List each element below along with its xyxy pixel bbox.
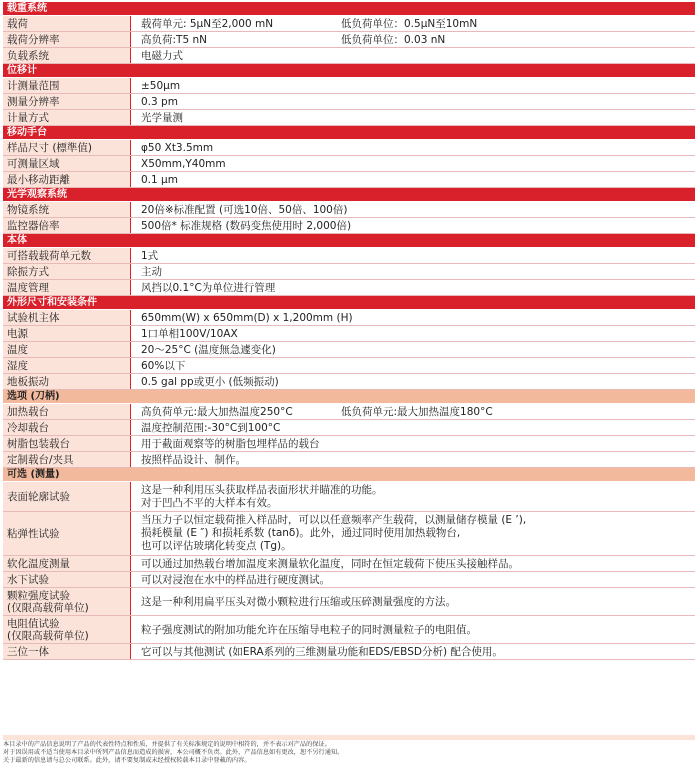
row-label: 表面轮廓试验: [3, 482, 131, 511]
footer-bar: [3, 735, 695, 740]
row-label: 载荷分辨率: [3, 32, 131, 47]
row-value: 60%以下: [141, 360, 186, 372]
row-label: 地板振动: [3, 374, 131, 389]
spec-row: [3, 172, 695, 188]
row-label-line: (仅限高载荷单位): [7, 629, 89, 642]
spec-row: [3, 616, 695, 644]
row-label-line: 颗粒强度试验: [7, 589, 70, 602]
row-value: 主动: [141, 266, 162, 278]
spec-row: [3, 218, 695, 234]
row-label: 样品尺寸 (標準值): [3, 140, 131, 155]
row-value: [131, 512, 695, 555]
spec-row: [3, 374, 695, 390]
row-label: [3, 588, 131, 615]
row-value: 0.1 μm: [141, 173, 178, 186]
spec-row: [3, 48, 695, 64]
row-value: [131, 404, 695, 419]
value-low: 低负荷单位：0.5μN至10mN: [341, 18, 478, 30]
footer-line: 对于因误用或不适当使用本目录中所列产品信息而造成的损害，本公司概不负责。此外，产品信息如有更改，恕不另行通知。: [3, 749, 344, 756]
row-value: [131, 32, 695, 47]
section-header: 可选 (测量): [3, 468, 695, 482]
value-low: 低负荷单元:最大加热温度180°C: [341, 406, 493, 418]
row-value: 用于截面观察等的树脂包埋样品的载台: [141, 438, 320, 450]
section-header: 移动手台: [3, 126, 695, 140]
section-header: 位移计: [3, 64, 695, 78]
row-label: 负载系统: [3, 48, 131, 63]
value-high: 高负荷单元:最大加热温度250°C: [141, 406, 293, 418]
footer-line: 关于最新的信息请与总公司联系。此外，请不要复制或未经授权转载本目录中登載的内容。: [3, 757, 251, 764]
row-label: 计测量范围: [3, 78, 131, 93]
row-label-line: 电阻值试验: [7, 617, 60, 630]
row-value: 这是一种利用扁平压头对微小颗粒进行压缩或压碎测量强度的方法。: [141, 596, 456, 608]
row-value: 粒子强度测试的附加功能允许在压缩导电粒子的同时测量粒子的电阻值。: [141, 624, 477, 636]
row-value: 20～25°C (温度無急遽变化): [141, 344, 276, 356]
row-value: ±50μm: [141, 79, 181, 92]
footer-disclaimer: [3, 735, 695, 765]
value-line: 损耗模量 (E ″) 和损耗系数 (tanδ)。此外，通过同时使用加热载物台,: [141, 527, 461, 539]
row-label: 温度管理: [3, 280, 131, 295]
row-value: [131, 482, 695, 511]
spec-row: [3, 264, 695, 280]
row-value: 1式: [141, 250, 159, 262]
row-value: 光学量测: [141, 112, 183, 124]
row-label: 物镜系统: [3, 202, 131, 217]
row-value: 可以通过加热载台增加温度来测量软化温度，同时在恒定载荷下使压头接触样品。: [141, 558, 519, 570]
row-label: 最小移动距離: [3, 172, 131, 187]
row-label-line: (仅限高载荷单位): [7, 601, 89, 614]
row-label: 树脂包装载台: [3, 436, 131, 451]
spec-row: [3, 572, 695, 588]
row-label: 电源: [3, 326, 131, 341]
spec-row: [3, 32, 695, 48]
row-value: φ50 Xt3.5mm: [141, 141, 214, 154]
row-value: 风挡以0.1°C为单位进行管理: [141, 282, 276, 294]
spec-row: [3, 310, 695, 326]
spec-row: [3, 280, 695, 296]
spec-row: [3, 202, 695, 218]
spec-row: [3, 140, 695, 156]
value-high: 载荷单元: 5μN至2,000 mN: [141, 18, 274, 30]
row-value: 它可以与其他测试 (如ERA系列的三维测量功能和EDS/EBSD分析) 配合使用。: [141, 646, 503, 658]
row-label: 监控器倍率: [3, 218, 131, 233]
row-value: 500倍* 标准规格 (数码变焦使用时 2,000倍): [141, 220, 352, 232]
row-label: 试验机主体: [3, 310, 131, 325]
spec-row: [3, 78, 695, 94]
row-value: 0.3 pm: [141, 95, 178, 108]
spec-row: [3, 94, 695, 110]
row-label: 软化温度测量: [3, 556, 131, 571]
section-header: 选项 (刀柄): [3, 390, 695, 404]
spec-row: [3, 342, 695, 358]
row-label: 载荷: [3, 16, 131, 31]
spec-row: [3, 110, 695, 126]
row-label: 湿度: [3, 358, 131, 373]
row-value: X50mm,Y40mm: [141, 157, 226, 170]
section-header: 本体: [3, 234, 695, 248]
row-label: 冷却载台: [3, 420, 131, 435]
footer-line: 本目录中的产品信息说明了产品的代表性特点和性质，并提供了有关标准规定的说明中相符的，并不表示对产品的保证。: [3, 741, 331, 748]
row-label: 测量分辨率: [3, 94, 131, 109]
value-line: 当压力子以恒定载荷推入样品时，可以以任意频率产生载荷，以测量储存模量 (E ’),: [141, 514, 527, 526]
row-value: 650mm(W) x 650mm(D) x 1,200mm (H): [141, 311, 353, 324]
row-value: 20倍※标准配置 (可选10倍、50倍、100倍): [141, 204, 348, 216]
spec-row: [3, 644, 695, 660]
spec-row: [3, 420, 695, 436]
row-label: 三位一体: [3, 644, 131, 659]
value-line: 对于凹凸不平的大样本有效。: [141, 496, 278, 509]
row-value: 电磁力式: [141, 50, 183, 62]
spec-row: [3, 156, 695, 172]
row-label: 温度: [3, 342, 131, 357]
spec-row: [3, 404, 695, 420]
row-value: 0.5 gal pp或更小 (低频振动): [141, 376, 279, 388]
section-header: 外形尺寸和安装条件: [3, 296, 695, 310]
row-label: 定制载台/夹具: [3, 452, 131, 467]
spec-row: [3, 556, 695, 572]
row-label: 水下试验: [3, 572, 131, 587]
section-header: 光学观察系统: [3, 188, 695, 202]
row-label: 可测量区域: [3, 156, 131, 171]
value-line: 也可以评估玻璃化转变点 (Tg)。: [141, 540, 292, 552]
spec-row: [3, 436, 695, 452]
value-low: 低负荷单位：0.03 nN: [341, 34, 446, 46]
value-line: 这是一种利用压头获取样品表面形状并瞄准的功能。: [141, 483, 383, 496]
row-label: 可搭载载荷单元数: [3, 248, 131, 263]
spec-row: [3, 452, 695, 468]
row-label: 除振方式: [3, 264, 131, 279]
spec-row: [3, 512, 695, 556]
row-value: 按照样品设计、制作。: [141, 454, 246, 466]
row-label: 加热载台: [3, 404, 131, 419]
row-value: 温度控制范围:-30°C到100°C: [141, 422, 281, 434]
row-value: [131, 16, 695, 31]
spec-row: [3, 482, 695, 512]
spec-row: [3, 248, 695, 264]
row-label: 计量方式: [3, 110, 131, 125]
row-label: 粘弹性试验: [3, 512, 131, 555]
row-value: 1口单相100V/10AX: [141, 328, 238, 340]
row-label: [3, 616, 131, 643]
spec-row: [3, 326, 695, 342]
value-high: 高负荷:T5 nN: [141, 34, 207, 46]
spec-table: [3, 2, 695, 660]
spec-row: [3, 358, 695, 374]
spec-row: [3, 588, 695, 616]
row-value: 可以对浸泡在水中的样品进行硬度测试。: [141, 574, 330, 586]
spec-row: [3, 16, 695, 32]
section-header: 载重系统: [3, 2, 695, 16]
